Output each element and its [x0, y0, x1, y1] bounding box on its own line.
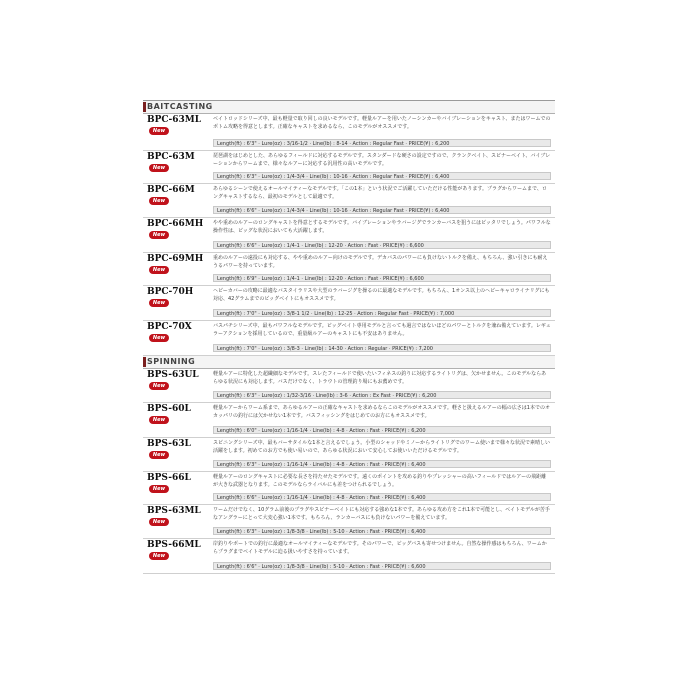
rod-description: 軽量ルアーからワーム系まで、あらゆるルアーの正確なキャストを求めるならこのモデルがオススメです。軽さと扱えるルアーの幅の広さは1本でのオカッパリの釣行には欠かせない1本です。バスフィッシングをはじめてのお方にもオススメです。 — [213, 405, 550, 419]
new-badge: New — [149, 231, 169, 239]
rod-model-name: BPS-66ML — [147, 540, 201, 550]
rod-description: ヘビーカバーの攻略に最適なバスタイラリスや大型のラバージグを操るのに最適なモデルです。もちろん、1オンス以上のヘビーキャロライナリグにも対応、42グラムまでのビッグベイトにもオススメです。 — [213, 288, 550, 302]
rod-model-name: BPS-60L — [147, 404, 191, 414]
rod-spec-line: Length(ft) : 7'0" · Lure(oz) : 3/8-3 · Line(lb) : 14-30 · Action : Regular · PRICE(¥) : 7,200 — [213, 344, 551, 352]
new-badge: New — [149, 485, 169, 493]
rod-spec-line: Length(ft) : 6'3" · Lure(oz) : 1/16-1/4 · Line(lb) : 4-8 · Action : Fast · PRICE(¥) : 6,400 — [213, 460, 551, 468]
rod-spec-line: Length(ft) : 6'3" · Lure(oz) : 3/16-1/2 · Line(lb) : 8-14 · Action : Regular Fast · PRICE(¥) : 6,200 — [213, 139, 551, 147]
section-header-baitcasting — [143, 100, 555, 114]
rod-description: 琵琶湖をはじめとした、あらゆるフィールドに対応するモデルです。スタンダードな硬さの設定ですので、クランクベイト、スピナーベイト、バイブレーションからワームまで、様々なルアーに対応する汎用性の高いモデルです。 — [213, 153, 551, 167]
rod-model-name: BPS-63UL — [147, 370, 199, 380]
rod-row — [143, 252, 555, 286]
rod-description: ワームだけでなく、10グラム前後のプラグやスピナーベイトにも対応する強めな1本です。あらゆる攻め方をこれ1本で可能とし、ベイトモデルが苦手なアングラーにとって大変心強い1本です。もちろん、ランカーバスにも負けないパワーを備えています。 — [213, 507, 550, 521]
section-marker — [143, 357, 146, 367]
rod-spec-line: Length(ft) : 7'0" · Lure(oz) : 3/8-1 1/2 · Line(lb) : 12-25 · Action : Regular Fast · PRICE(¥) : 7,000 — [213, 309, 551, 317]
rod-row — [143, 183, 555, 218]
rod-model-name: BPC-66MH — [147, 219, 204, 229]
rod-description: ベイトロッドシリーズ中、最も軽量で取り回しの良いモデルです。軽量ルアーを用いたノーシンカーやバイブレーションをキャスト、またはワームでのボトム攻略を得意とします。正確なキャストを求めるなら、このモデルがオススメです。 — [213, 116, 551, 130]
rod-model-name: BPS-66L — [147, 473, 191, 483]
new-badge: New — [149, 197, 169, 205]
rod-model-name: BPC-69MH — [147, 254, 204, 264]
rod-row — [143, 285, 555, 321]
rod-spec-line: Length(ft) : 6'0" · Lure(oz) : 1/16-1/4 · Line(lb) : 4-8 · Action : Fast · PRICE(¥) : 6,200 — [213, 426, 551, 434]
rod-model-name: BPC-66M — [147, 185, 195, 195]
section-header-spinning — [143, 355, 555, 369]
rod-model-name: BPS-63L — [147, 439, 191, 449]
rod-spec-line: Length(ft) : 6'3" · Lure(oz) : 1/4-3/4 · Line(lb) : 10-16 · Action : Regular Fast · PRICE(¥) : 6,400 — [213, 172, 551, 180]
rod-description: 軽量ルアーのロングキャストに必要な長さを持たせたモデルです。遠くのポイントを攻める釣りやプレッシャーの高いフィールドではルアーの飛距離が大きな武器となります。このモデルならライバルにも差をつけられるでしょう。 — [213, 474, 547, 488]
rod-row — [143, 437, 555, 472]
rod-description: バスパチシリーズ中、最もパワフルなモデルです。ビッグベイト専用モデルと言っても過言ではないほどのパワーとトルクを兼ね備えています。レギュラーアクションを採用しているので、重量級ルアーのキャストにも不安はありません。 — [213, 323, 551, 337]
rod-spec-line: Length(ft) : 6'6" · Lure(oz) : 1/8-3/8 · Line(lb) : 5-10 · Action : Fast · PRICE(¥) : 6,600 — [213, 562, 551, 570]
rod-row — [143, 538, 555, 574]
rod-row — [143, 113, 555, 151]
rod-spec-line: Length(ft) : 6'3" · Lure(oz) : 1/32-3/16 · Line(lb) : 3-6 · Action : Ex Fast · PRICE(¥) : 6,200 — [213, 391, 551, 399]
section-title: BAITCASTING — [147, 102, 213, 111]
new-badge: New — [149, 334, 169, 342]
rod-description: 軽量ルアーに特化した超繊細なモデルです。スレたフィールドで使いたいフィネスの釣りに対応するライトリグは、欠かせません。このモデルならあらゆる状況にも対応します。バスだけでなく、トラウトの管理釣り場にもお薦めです。 — [213, 371, 547, 385]
rod-spec-line: Length(ft) : 6'3" · Lure(oz) : 1/8-3/8 · Line(lb) : 5-10 · Action : Fast · PRICE(¥) : 6,400 — [213, 527, 551, 535]
new-badge: New — [149, 266, 169, 274]
rod-spec-line: Length(ft) : 6'6" · Lure(oz) : 1/16-1/4 · Line(lb) : 4-8 · Action : Fast · PRICE(¥) : 6,400 — [213, 493, 551, 501]
rod-model-name: BPC-70X — [147, 322, 192, 332]
rod-row — [143, 320, 555, 356]
rod-row — [143, 471, 555, 505]
rod-row — [143, 368, 555, 403]
rod-spec-line: Length(ft) : 6'9" · Lure(oz) : 1/4-1 · Line(lb) : 12-20 · Action : Fast · PRICE(¥) : 6,600 — [213, 274, 551, 282]
rod-spec-line: Length(ft) : 6'6" · Lure(oz) : 1/4-3/4 · Line(lb) : 10-16 · Action : Regular Fast · PRICE(¥) : 6,400 — [213, 206, 551, 214]
new-badge: New — [149, 382, 169, 390]
rod-model-name: BPC-63M — [147, 152, 195, 162]
rod-spec-line: Length(ft) : 6'6" · Lure(oz) : 1/4-1 · Line(lb) : 12-20 · Action : Fast · PRICE(¥) : 6,600 — [213, 241, 551, 249]
new-badge: New — [149, 416, 169, 424]
rod-model-name: BPC-63ML — [147, 115, 202, 125]
section-marker — [143, 102, 146, 112]
rod-row — [143, 217, 555, 253]
rod-description: スピニングシリーズ中、最もバーサタイルな1本と言えるでしょう。小型のシャッドやミノーからライトリグでのワーム使いまで様々な状況で素晴しい活躍をします。初めてのお方でも使い易いので、あらゆる状況において安心してお使いいただけるモデルです。 — [213, 440, 550, 454]
new-badge: New — [149, 552, 169, 560]
rod-description: 重めのルアーの遠投にも対応する、やや重めのルアー向けのモデルです。デカバスのパワーにも負けないトルクを備え、もちろん、強い引きにも耐えうるパワーを持っています。 — [213, 255, 548, 269]
rod-description: やや重めのルアーのロングキャストを得意とするモデルです。バイブレーションやラバージグでランカーバスを狙うにはピッタリでしょう。パワフルな操作性は、ビッグな状況においても大活躍します。 — [213, 220, 551, 234]
rod-model-name: BPC-70H — [147, 287, 194, 297]
rod-row — [143, 402, 555, 438]
new-badge: New — [149, 299, 169, 307]
new-badge: New — [149, 518, 169, 526]
rod-description: あらゆるシーンで使えるオールマイティーなモデルです。「この1本」という状況でご活躍していただける性能があります。プラグからワームまで、ロングキャストするなら、最初のモデルとして最適です。 — [213, 186, 547, 200]
new-badge: New — [149, 127, 169, 135]
rod-model-name: BPS-63ML — [147, 506, 201, 516]
rod-row — [143, 150, 555, 184]
new-badge: New — [149, 164, 169, 172]
new-badge: New — [149, 451, 169, 459]
rod-row — [143, 504, 555, 539]
rod-description: 岸釣りやボートでの釣行に最適なオールマイティーなモデルです。そのパワーで、ビッグバスも寄せつけません。自然な操作感はもちろん、ワームからプラグまでベイトモデルに迫る扱いやすさを持っています。 — [213, 541, 547, 555]
section-title: SPINNING — [147, 357, 196, 366]
